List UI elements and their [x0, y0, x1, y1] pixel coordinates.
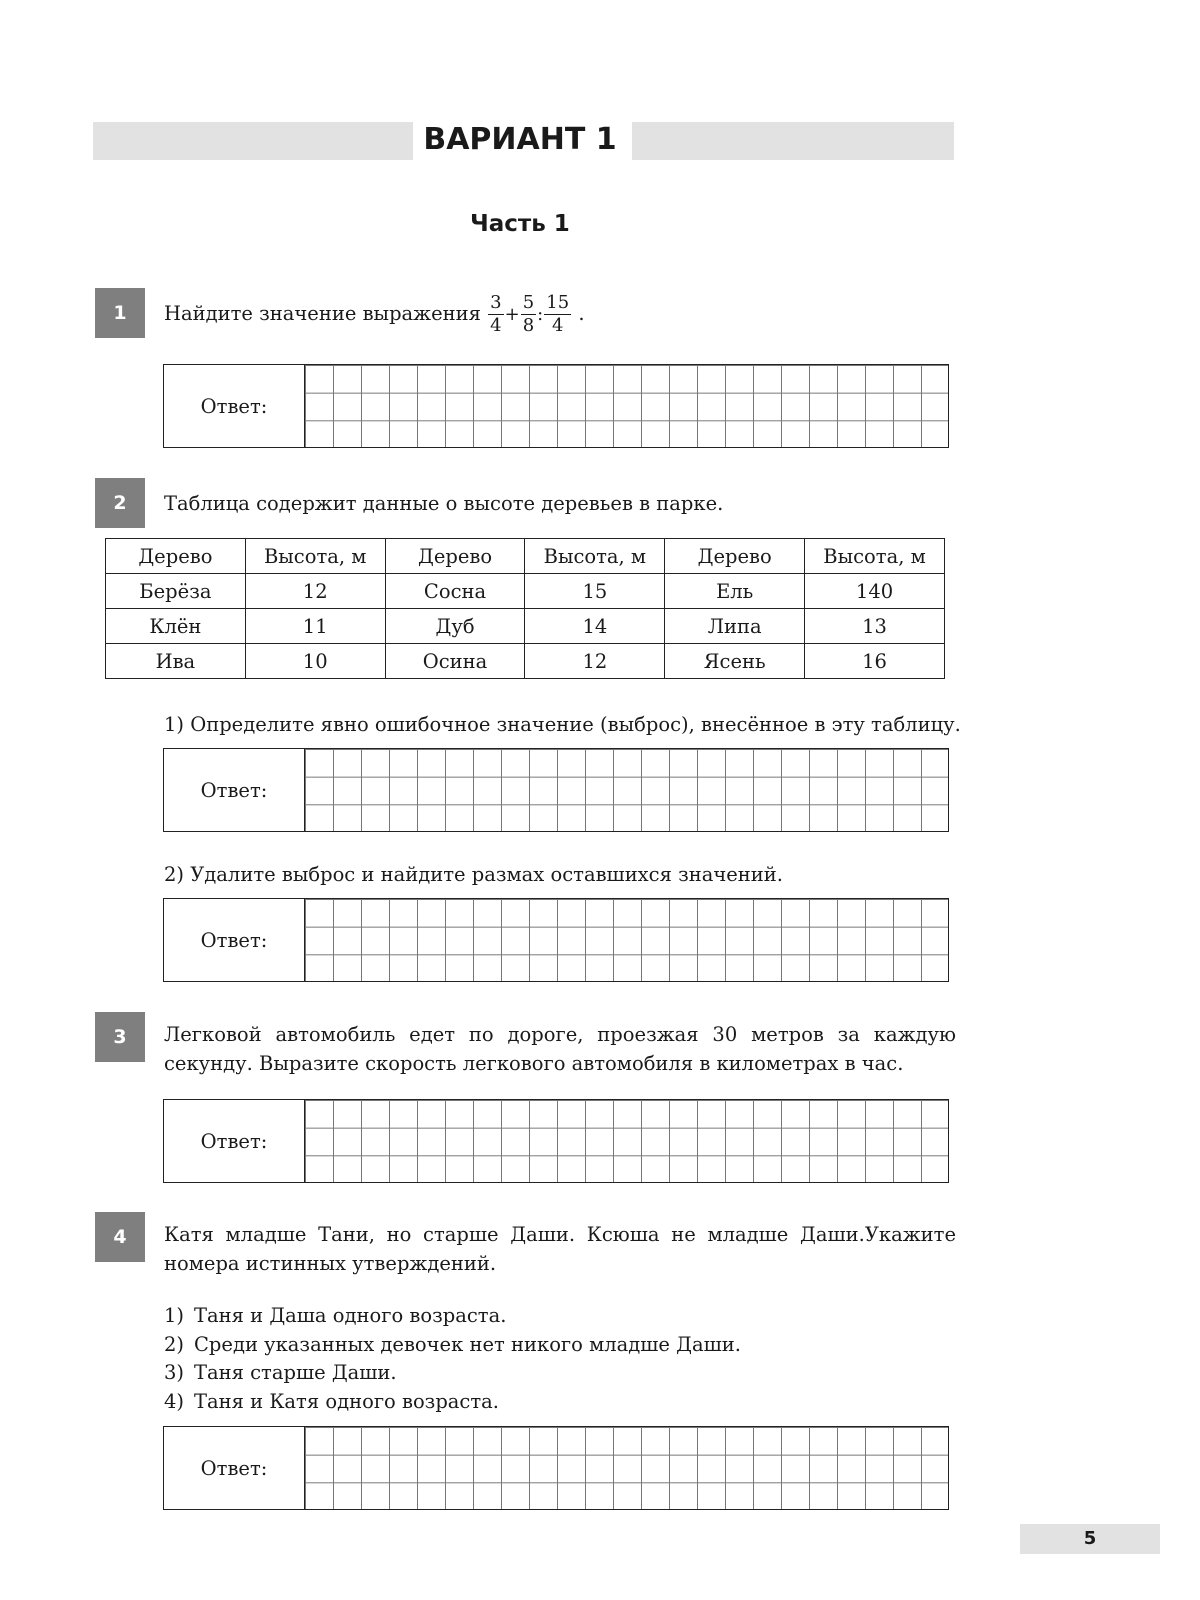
task-number-badge: 4: [95, 1212, 145, 1262]
list-item: 3) Таня старше Даши.: [164, 1361, 397, 1384]
answer-grid-task-4[interactable]: [304, 1427, 948, 1509]
task-number-badge: 3: [95, 1012, 145, 1062]
table-header-row: [106, 539, 945, 574]
fraction-c: $\frac{15}{4}$: [546, 292, 570, 336]
table-cell: Клён: [106, 609, 246, 644]
table-cell: Осина: [385, 644, 525, 679]
table-cell: 14: [525, 609, 665, 644]
expression-end: .: [578, 302, 585, 325]
table-cell: 12: [245, 574, 385, 609]
answer-box-task-4: [163, 1426, 949, 1510]
operator-plus: +: [504, 304, 520, 325]
table-cell: 10: [245, 644, 385, 679]
table-row: [106, 644, 945, 679]
table-cell: 140: [805, 574, 945, 609]
table-cell: Дуб: [385, 609, 525, 644]
answer-box-task-2-2: [163, 898, 949, 982]
table-cell: Липа: [665, 609, 805, 644]
table-row: [106, 609, 945, 644]
table-row: [106, 574, 945, 609]
table-cell: Ива: [106, 644, 246, 679]
answer-grid-task-3[interactable]: [304, 1100, 948, 1182]
table-header-cell: Дерево: [106, 539, 246, 574]
list-item: 4) Таня и Катя одного возраста.: [164, 1389, 499, 1413]
task-1-prompt: Найдите значение выражения: [164, 302, 481, 325]
table-cell: Сосна: [385, 574, 525, 609]
tree-height-table: [105, 538, 945, 679]
answer-grid-task-2-2[interactable]: [304, 899, 948, 981]
list-item: 2) Среди указанных девочек нет никого младше Даши.: [164, 1332, 741, 1356]
task-1-text: [164, 292, 585, 337]
answer-label: Ответ:: [200, 928, 268, 952]
page-number: 5: [1083, 1528, 1097, 1549]
answer-label: Ответ:: [200, 1456, 268, 1480]
table-cell: 13: [805, 609, 945, 644]
task-number-badge: 2: [95, 478, 145, 528]
answer-box-task-1: [163, 364, 949, 448]
table-header-cell: Высота, м: [805, 539, 945, 574]
answer-label: Ответ:: [200, 1129, 268, 1153]
task-2-text: Таблица содержит данные о высоте деревьев в парке.: [164, 492, 724, 515]
table-cell: 16: [805, 644, 945, 679]
fraction-b: $\frac{5}{8}$: [522, 292, 535, 336]
banner-bar-right: [632, 122, 954, 160]
task-4-text: Катя младше Тани, но старше Даши. Ксюша не младше Даши.Укажите номера истинных утверждений.: [164, 1223, 956, 1275]
answer-label: Ответ:: [200, 394, 268, 418]
table-cell: 12: [525, 644, 665, 679]
table-header-cell: Дерево: [665, 539, 805, 574]
operator-divide: :: [537, 304, 544, 325]
table-header-cell: Высота, м: [525, 539, 665, 574]
variant-title: ВАРИАНТ 1: [423, 122, 617, 157]
part-title: Часть 1: [470, 211, 570, 237]
fraction-a: $\frac{3}{4}$: [490, 292, 502, 336]
task-number-badge: 1: [95, 288, 145, 338]
answer-box-task-3: [163, 1099, 949, 1183]
table-cell: 15: [525, 574, 665, 609]
table-cell: 11: [245, 609, 385, 644]
banner-bar-left: [93, 122, 413, 160]
answer-grid-task-1[interactable]: [304, 365, 948, 447]
task-2-subquestion-1: 1) Определите явно ошибочное значение (выброс), внесённое в эту таблицу.: [164, 713, 961, 736]
answer-grid-task-2-1[interactable]: [304, 749, 948, 831]
task-4-options: [164, 1302, 741, 1416]
task-2-subquestion-2: 2) Удалите выброс и найдите размах оставшихся значений.: [164, 863, 783, 886]
answer-label: Ответ:: [200, 778, 268, 802]
list-item: 1) Таня и Даша одного возраста.: [164, 1304, 507, 1327]
answer-box-task-2-1: [163, 748, 949, 832]
table-cell: Ясень: [665, 644, 805, 679]
task-3-text: Легковой автомобиль едет по дороге, проезжая 30 метров за каждую секунду. Выразите скорость легкового автомобиля в километрах в час.: [164, 1023, 956, 1075]
table-cell: Берёза: [106, 574, 246, 609]
table-cell: Ель: [665, 574, 805, 609]
table-header-cell: Дерево: [385, 539, 525, 574]
table-header-cell: Высота, м: [245, 539, 385, 574]
